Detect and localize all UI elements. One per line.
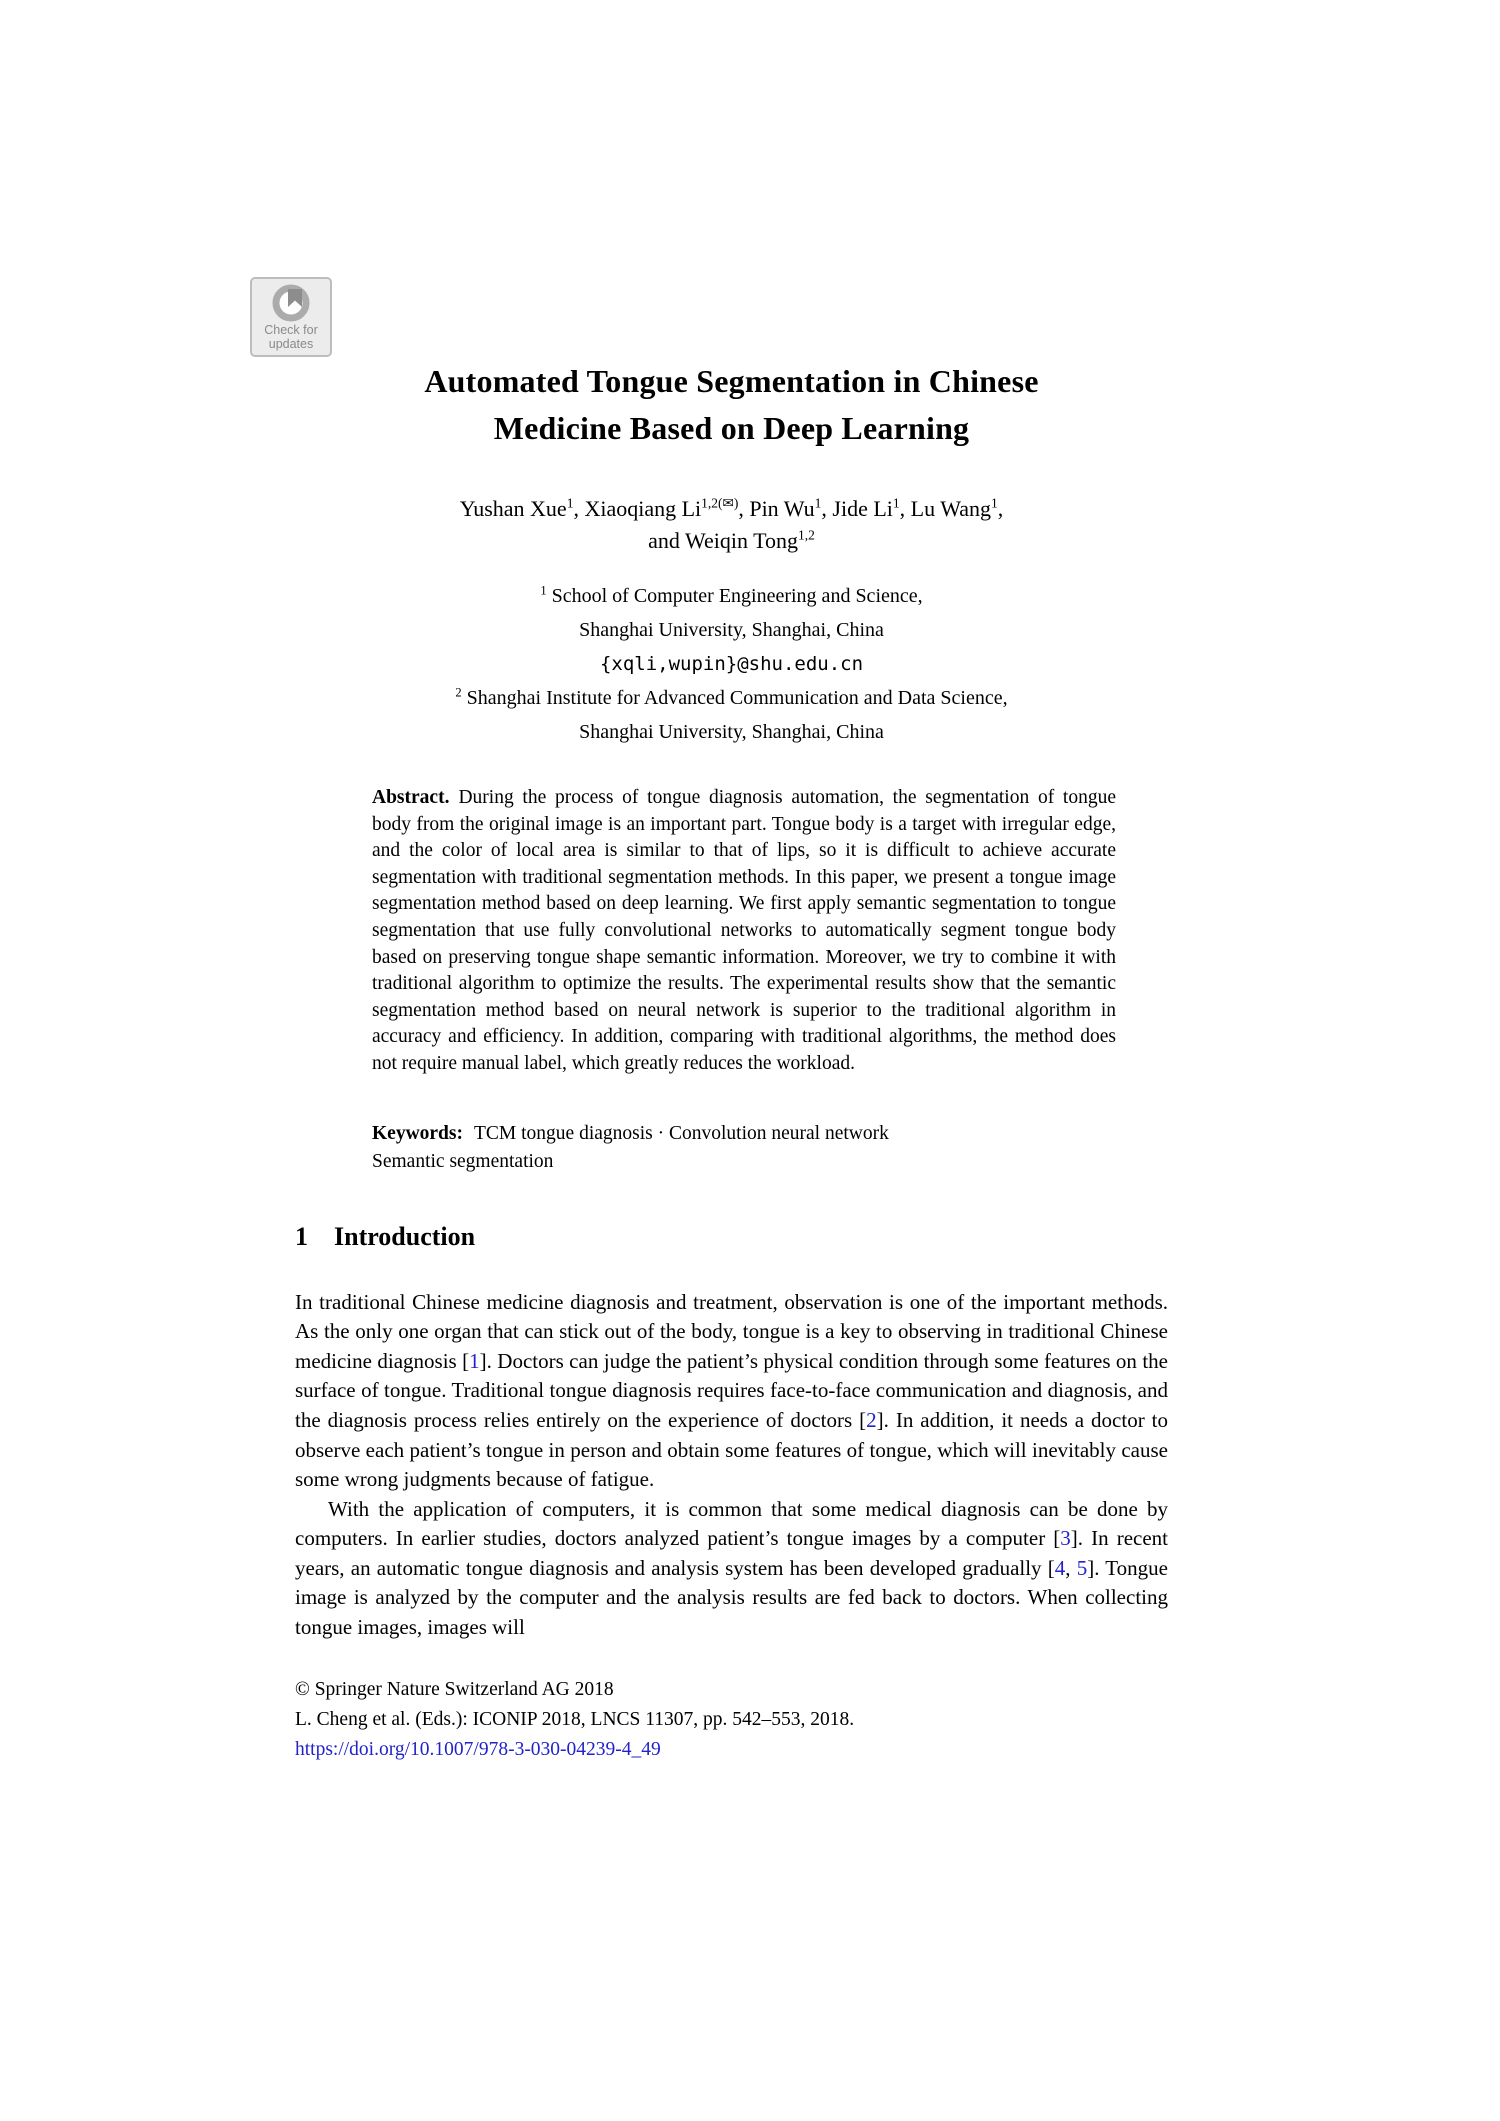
author: Xiaoqiang $Li^{1,2(✉)}$,: [584, 495, 744, 521]
author: Yushan Xue$^1$,: [459, 495, 579, 521]
author: Jide Li$^1$,: [832, 495, 906, 521]
email-text: {xqli,wupin}@shu.edu.cn: [599, 653, 864, 675]
intro-paragraph-2: With the application of computers, it is common that some medical diagnosis can be done by computers. In earlier studies, doctors analyzed patient’s tongue images by a computer [3]. In recent years, an automatic tongue diagnosis and analysis system has been developed gradually [4, 5]. Tongue image is analyzed by the computer and the analysis results are fed back to doctors. When collecting tongue images, images will: [295, 1496, 1168, 1640]
paper-title: [295, 358, 1168, 452]
keywords-line-2: Semantic segmentation: [372, 1150, 554, 1172]
citation-ref[interactable]: 3: [1060, 1526, 1071, 1551]
doi-link[interactable]: https://doi.org/10.1007/978-3-030-04239-4_49: [295, 1738, 661, 1760]
section-number: 1: [295, 1221, 308, 1251]
author: Lu Wang$^1$,: [910, 495, 1004, 521]
citation-ref[interactable]: 4: [1054, 1555, 1066, 1580]
author-affiliation-sup: 1,2(✉): [701, 495, 739, 511]
author: Pin Wu$^1$,: [749, 495, 827, 521]
title-line-1: Automated Tongue Segmentation in Chinese: [424, 363, 1039, 399]
author-affiliation-sup: 1: [566, 495, 574, 511]
keywords-label: Keywords:: [372, 1122, 463, 1144]
affiliations: [295, 579, 1168, 749]
citation-ref[interactable]: 1: [469, 1348, 480, 1373]
author-list: [295, 493, 1168, 557]
abstract: [372, 785, 1116, 1078]
badge-label: Check for updates: [264, 323, 318, 351]
intro-paragraph-1: In traditional Chinese medicine diagnosis and treatment, observation is one of the important methods. As the only one organ that can stick out of the body, tongue is a key to observing in traditional Chinese medicine diagnosis [1]. Doctors can judge the patient’s physical condition through some features on the surface of tongue. Traditional tongue diagnosis requires face-to-face communication and diagnosis, and the diagnosis process relies entirely on the experience of doctors [2]. In addition, it needs a doctor to observe each patient’s tongue in person and obtain some features of tongue, which will inevitably cause some wrong judgments because of fatigue.: [295, 1289, 1168, 1492]
keywords-line-1: TCM tongue diagnosis · Convolution neural network: [474, 1122, 889, 1144]
abstract-label: Abstract.: [372, 787, 450, 808]
author-affiliation-sup: 1: [990, 495, 998, 511]
citation-ref[interactable]: 5: [1076, 1555, 1088, 1580]
affiliation-line: Shanghai University, Shanghai, China: [579, 619, 884, 641]
keywords: [372, 1120, 1116, 1176]
title-line-2: Medicine Based on Deep Learning: [493, 410, 970, 446]
authors-line-1: [295, 493, 1168, 525]
author-affiliation-sup: 1: [892, 495, 900, 511]
copyright-line: © Springer Nature Switzerland AG 2018: [295, 1678, 614, 1700]
section-title: Introduction: [334, 1221, 476, 1251]
affiliation-line: $^2$ Shanghai Institute for Advanced Communication and Data Science,: [455, 685, 1008, 709]
author: and Weiqin Tong$^{1,2}$: [648, 527, 815, 553]
affiliation-line: $^1$ School of Computer Engineering and Science,: [540, 583, 923, 607]
text-column: [295, 0, 1168, 1765]
abstract-text: During the process of tongue diagnosis automation, the segmentation of tongue body from the original image is an important part. Tongue body is a target with irregular edge, and the color of local area is similar to that of lips, so it is difficult to achieve accurate segmentation with traditional segmentation methods. In this paper, we present a tongue image segmentation method based on deep learning. We first apply semantic segmentation to tongue segmentation that use fully convolutional networks to automatically segment tongue body based on preserving tongue shape semantic information. Moreover, we try to combine it with traditional algorithm to optimize the results. The experimental results show that the semantic segmentation method based on neural network is superior to the traditional algorithm in accuracy and efficiency. In addition, comparing with traditional algorithms, the method does not require manual label, which greatly reduces the workload.: [372, 787, 1116, 1074]
footer: [295, 1675, 1168, 1765]
authors-line-2: [295, 525, 1168, 557]
affiliation-line: Shanghai University, Shanghai, China: [579, 721, 884, 743]
section-heading: [295, 1222, 1168, 1252]
author-affiliation-sup: 1: [814, 495, 822, 511]
citation-ref[interactable]: 2: [866, 1407, 877, 1432]
editors-line: L. Cheng et al. (Eds.): ICONIP 2018, LNCS 11307, pp. 542–553, 2018.: [295, 1708, 855, 1730]
author-affiliation-sup: 1,2: [798, 527, 815, 543]
